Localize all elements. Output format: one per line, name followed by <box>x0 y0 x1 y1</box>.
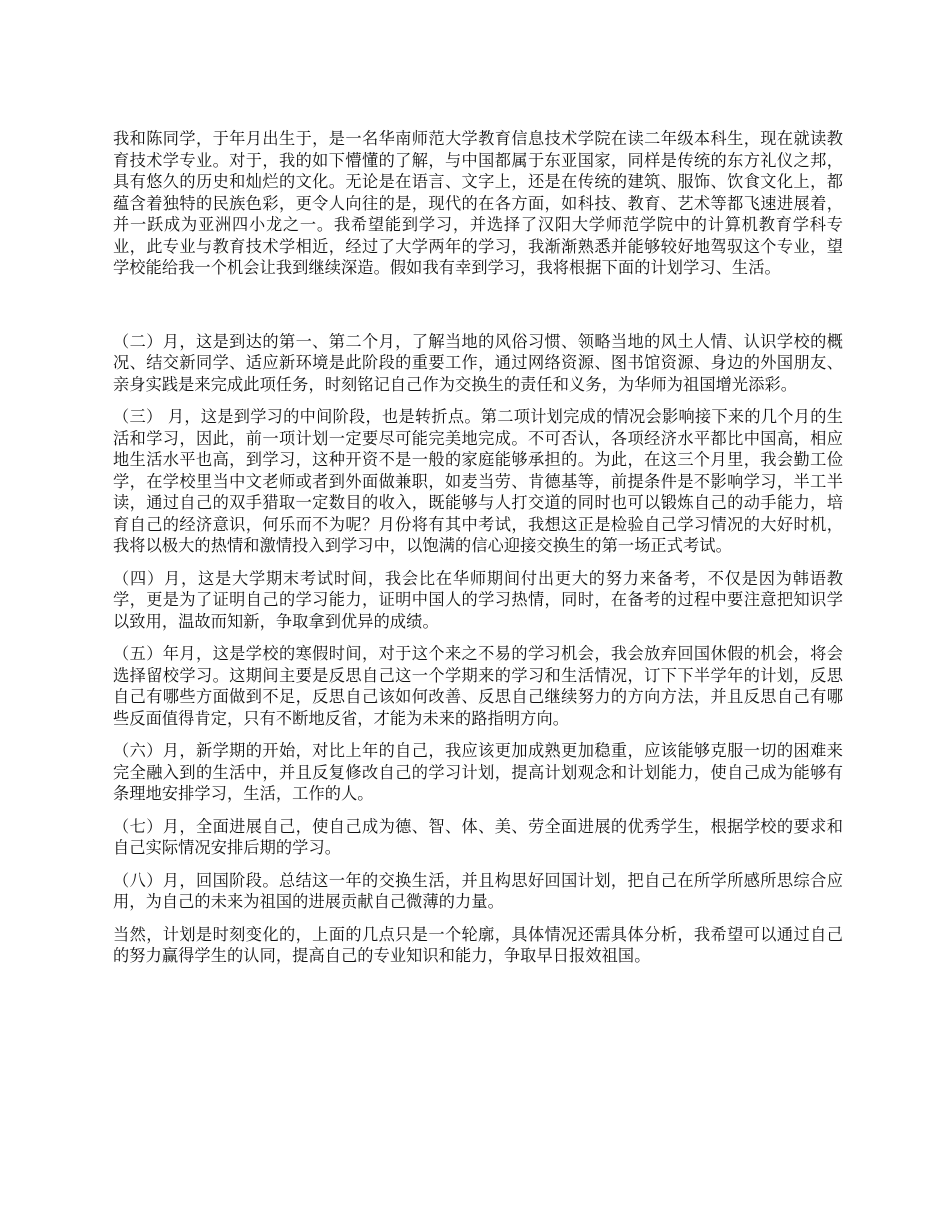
plan-paragraph-3: （三） 月，这是到学习的中间阶段，也是转折点。第二项计划完成的情况会影响接下来的几个月的生活和学习，因此，前一项计划一定要尽可能完美地完成。不可否认，各项经济水平都比中国高，相应地生活水平也高，到学习，这种开资不是一般的家庭能够承担的。为此，在这三个月里，我会勤工俭学，在学校里当中文老师或者到外面做兼职，如麦当劳、肯德基等，前提条件是不影响学习，半工半读，通过自己的双手猎取一定数目的收入，既能够与人打交道的同时也可以锻炼自己的动手能力，培育自己的经济意识，何乐而不为呢？月份将有其中考试，我想这正是检验自己学习情况的大好时机，我将以极大的热情和激情投入到学习中，以饱满的信心迎接交换生的第一场正式考试。 <box>113 407 843 555</box>
plan-paragraph-2: （二）月，这是到达的第一、第二个月，了解当地的风俗习惯、领略当地的风土人情、认识学校的概况、结交新同学、适应新环境是此阶段的重要工作，通过网络资源、图书馆资源、身边的外国朋友、亲身实践是来完成此项任务，时刻铭记自己作为交换生的责任和义务，为华师为祖国增光添彩。 <box>113 331 843 394</box>
plan-paragraph-6: （六）月，新学期的开始，对比上年的自己，我应该更加成熟更加稳重，应该能够克服一切的困难来完全融入到的生活中，并且反复修改自己的学习计划，提高计划观念和计划能力，使自己成为能够有条理地安排学习，生活，工作的人。 <box>113 741 843 803</box>
plan-paragraph-8: （八）月，回国阶段。总结这一年的交换生活，并且构思好回国计划，把自己在所学所感所思综合应用，为自己的未来为祖国的进展贡献自己微薄的力量。 <box>113 870 843 911</box>
plan-paragraph-5: （五）年月，这是学校的寒假时间，对于这个来之不易的学习机会，我会放弃回国休假的机会，将会选择留校学习。这期间主要是反思自己这一个学期来的学习和生活情况，订下下半学年的计划，反思自己有哪些方面做到不足，反思自己该如何改善、反思自己继续努力的方向方法，并且反思自己有哪些反面值得肯定，只有不断地反省，才能为未来的路指明方向。 <box>113 644 843 728</box>
plan-paragraph-4: （四）月，这是大学期末考试时间，我会比在华师期间付出更大的努力来备考，不仅是因为韩语教学，更是为了证明自己的学习能力，证明中国人的学习热情，同时，在备考的过程中要注意把知识学以致用，温故而知新，争取拿到优异的成绩。 <box>113 568 843 631</box>
intro-paragraph: 我和陈同学，于年月出生于，是一名华南师范大学教育信息技术学院在读二年级本科生，现在就读教育技术学专业。对于，我的如下懵懂的了解，与中国都属于东亚国家，同样是传统的东方礼仪之邦，具有悠久的历史和灿烂的文化。无论是在语言、文字上，还是在传统的建筑、服饰、饮食文化上，都蕴含着独特的民族色彩，更令人向往的是，现代的在各方面，如科技、教育、艺术等都飞速进展着，并一跃成为亚洲四小龙之一。我希望能到学习，并选择了汉阳大学师范学院中的计算机教育学科专业，此专业与教育技术学相近，经过了大学两年的学习，我渐渐熟悉并能够较好地驾驭这个专业，望学校能给我一个机会让我到继续深造。假如我有幸到学习，我将根据下面的计划学习、生活。 <box>113 129 843 277</box>
closing-paragraph: 当然，计划是时刻变化的，上面的几点只是一个轮廓，具体情况还需具体分析，我希望可以通过自己的努力赢得学生的认同，提高自己的专业知识和能力，争取早日报效祖国。 <box>113 924 843 965</box>
plan-paragraph-7: （七）月，全面进展自己，使自己成为德、智、体、美、劳全面进展的优秀学生，根据学校的要求和自己实际情况安排后期的学习。 <box>113 816 843 857</box>
document-body <box>113 128 843 978</box>
